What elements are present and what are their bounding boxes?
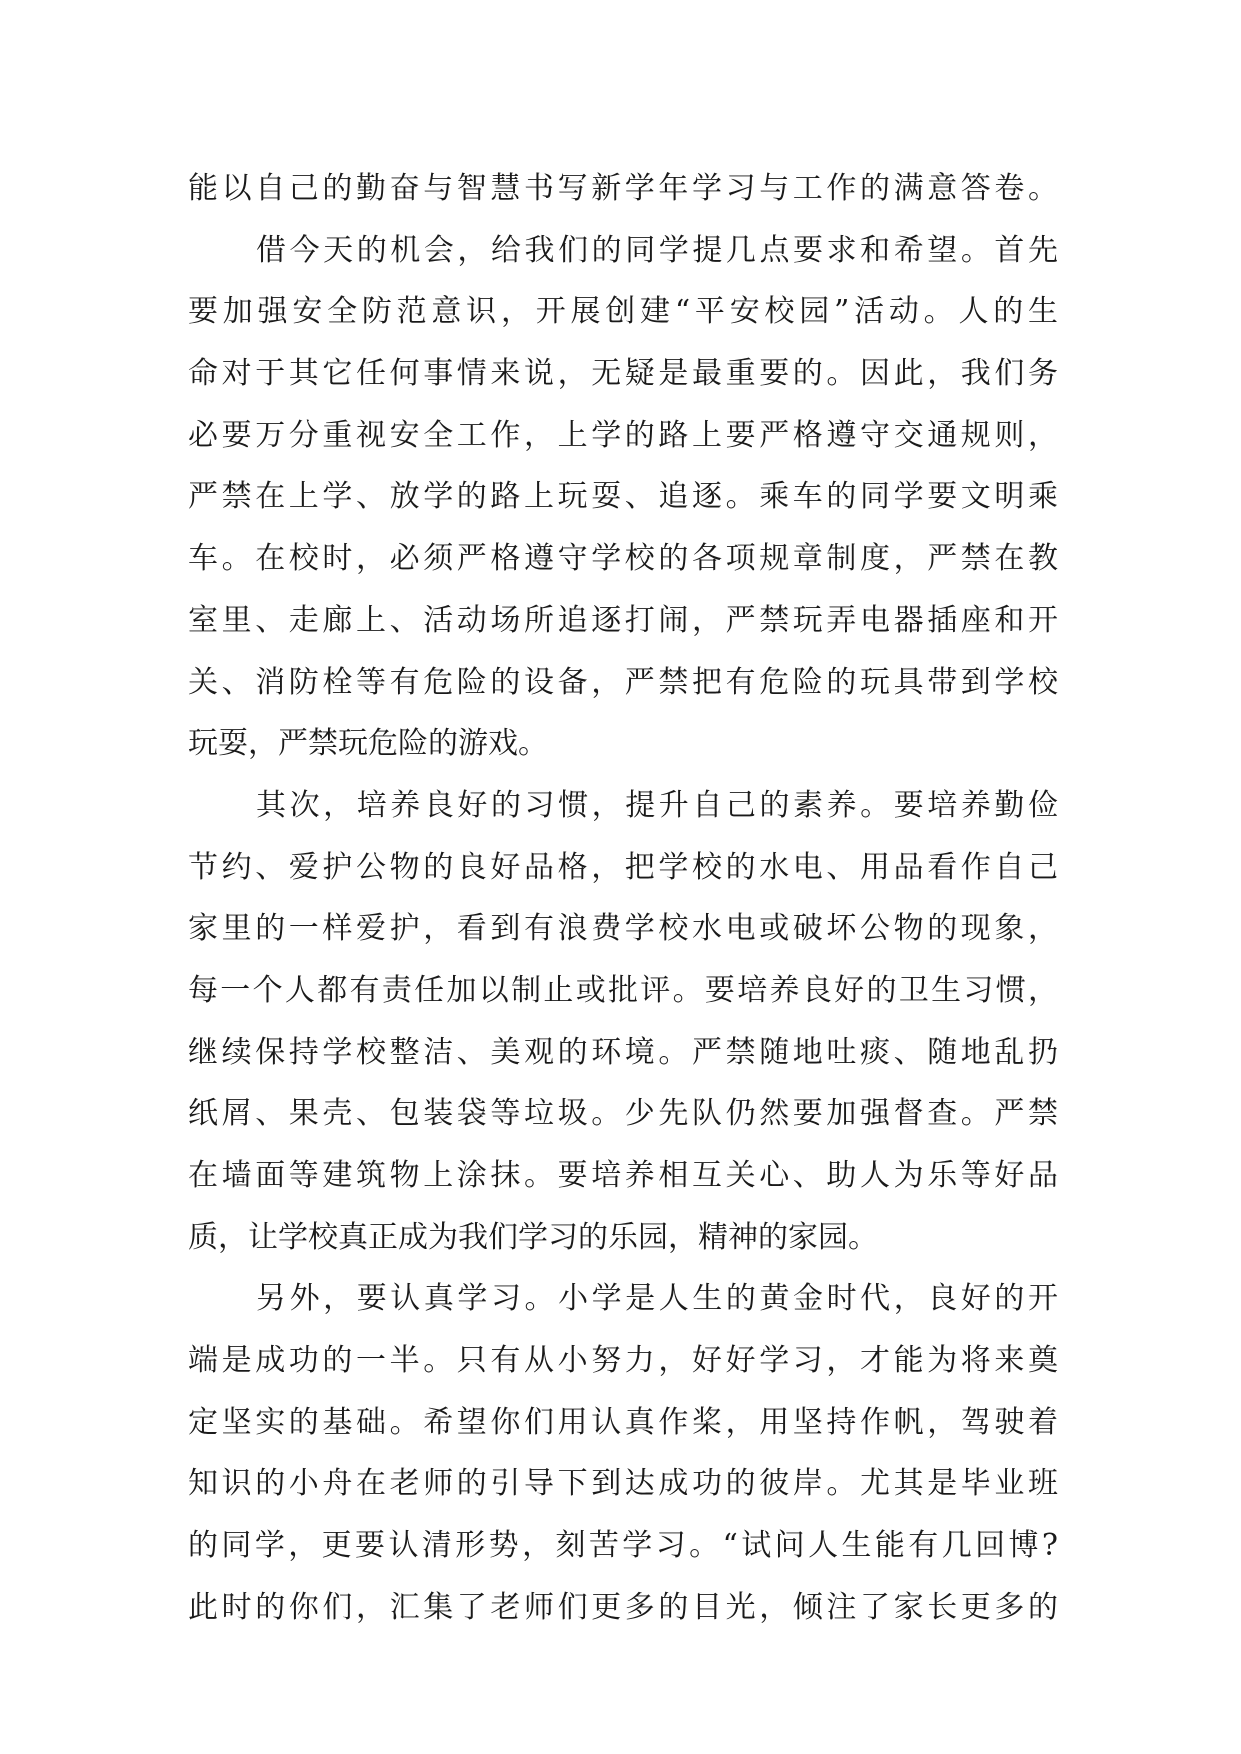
text-line: 严禁在上学、放学的路上玩耍、追逐。乘车的同学要文明乘	[188, 479, 1058, 515]
text-line: 每一个人都有责任加以制止或批评。要培养良好的卫生习惯，	[188, 972, 1058, 1008]
text-line: 节约、爱护公物的良好品格，把学校的水电、用品看作自己	[188, 849, 1058, 885]
text-line: 质，让学校真正成为我们学习的乐园，精神的家园。	[188, 1219, 878, 1255]
text-line: 命对于其它任何事情来说，无疑是最重要的。因此，我们务	[188, 356, 1058, 392]
text-line: 知识的小舟在老师的引导下到达成功的彼岸。尤其是毕业班	[188, 1466, 1058, 1502]
text-line: 继续保持学校整洁、美观的环境。严禁随地吐痰、随地乱扔	[188, 1034, 1058, 1070]
text-line: 关、消防栓等有危险的设备，严禁把有危险的玩具带到学校	[188, 664, 1058, 700]
text-line: 纸屑、果壳、包装袋等垃圾。少先队仍然要加强督查。严禁	[188, 1096, 1058, 1132]
text-line: 车。在校时，必须严格遵守学校的各项规章制度，严禁在教	[188, 541, 1058, 577]
text-line: 其次，培养良好的习惯，提升自己的素养。要培养勤俭	[256, 787, 1058, 823]
text-line: 此时的你们，汇集了老师们更多的目光，倾注了家长更多的	[188, 1589, 1058, 1625]
text-line: 要加强安全防范意识，开展创建“平安校园”活动。人的生	[188, 294, 1058, 330]
text-line: 玩耍，严禁玩危险的游戏。	[188, 726, 548, 762]
text-line: 必要万分重视安全工作，上学的路上要严格遵守交通规则，	[188, 417, 1058, 453]
text-line: 的同学，更要认清形势，刻苦学习。“试问人生能有几回博?	[188, 1528, 1058, 1564]
text-line: 定坚实的基础。希望你们用认真作桨，用坚持作帆，驾驶着	[188, 1404, 1058, 1440]
text-line: 室里、走廊上、活动场所追逐打闹，严禁玩弄电器插座和开	[188, 602, 1058, 638]
text-line: 借今天的机会，给我们的同学提几点要求和希望。首先	[256, 232, 1058, 268]
text-line: 家里的一样爱护，看到有浪费学校水电或破坏公物的现象，	[188, 911, 1058, 947]
text-line: 能以自己的勤奋与智慧书写新学年学习与工作的满意答卷。	[188, 171, 1058, 206]
text-line: 端是成功的一半。只有从小努力，好好学习，才能为将来奠	[188, 1343, 1058, 1379]
body-text	[188, 158, 1058, 1639]
text-line: 在墙面等建筑物上涂抹。要培养相互关心、助人为乐等好品	[188, 1158, 1058, 1193]
text-line: 另外，要认真学习。小学是人生的黄金时代，良好的开	[256, 1281, 1058, 1317]
